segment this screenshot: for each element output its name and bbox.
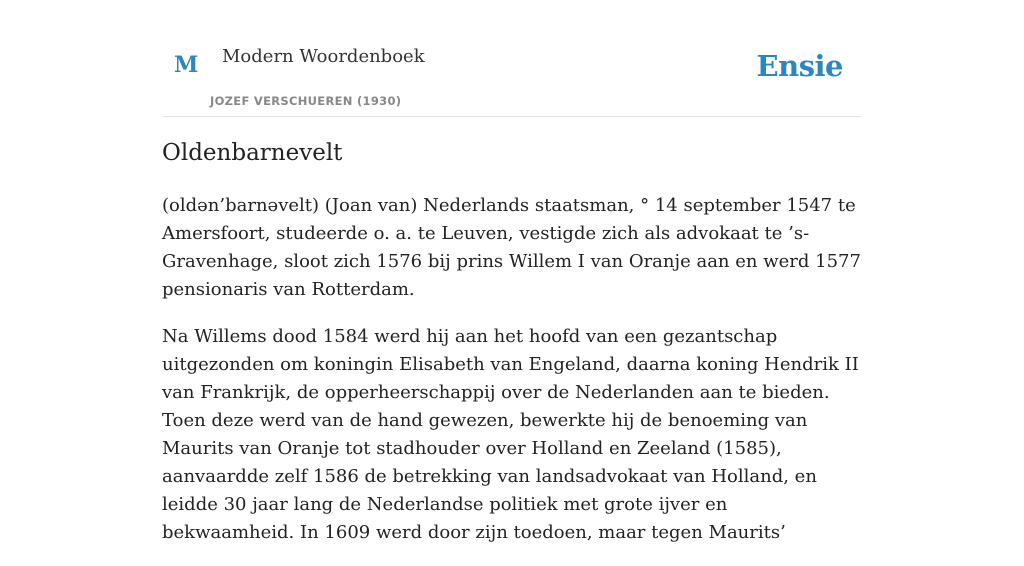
- dictionary-author: JOZEF VERSCHUEREN (1930): [210, 94, 402, 108]
- dictionary-header: [162, 0, 862, 117]
- entry-paragraph: Na Willems dood 1584 werd hij aan het hoofd van een gezantschap uitgezonden om koningin Elisabeth van Engeland, daarna koning Hendrik II van Frankrijk, de opperheerschappij over de Nederlanden aan te bieden. Toen deze werd van de hand gewezen, bewerkte hij de benoeming van Maurits van Oranje tot stadhouder over Holland en Zeeland (1585), aanvaardde zelf 1586 de betrekking van landsadvokaat van Holland, en leidde 30 jaar lang de Nederlandse politiek met grote ijver en bekwaamheid. In 1609 werd door zijn toedoen, maar tegen Maurits’: [162, 326, 859, 543]
- site-logo-link[interactable]: Ensie: [756, 49, 843, 83]
- entry-title: Oldenbarnevelt: [162, 140, 343, 166]
- entry-body: [162, 192, 862, 566]
- dictionary-title-link[interactable]: Modern Woordenboek: [222, 46, 425, 67]
- entry-paragraph: (oldən’barnəvelt) (Joan van) Nederlands staatsman, ° 14 september 1547 te Amersfoort, studeerde o. a. te Leuven, vestigde zich als advokaat te ’s-Gravenhage, sloot zich 1576 bij prins Willem I van Oranje aan en werd 1577 pensionaris van Rotterdam.: [162, 195, 861, 300]
- dictionary-logo-icon[interactable]: M: [174, 52, 199, 78]
